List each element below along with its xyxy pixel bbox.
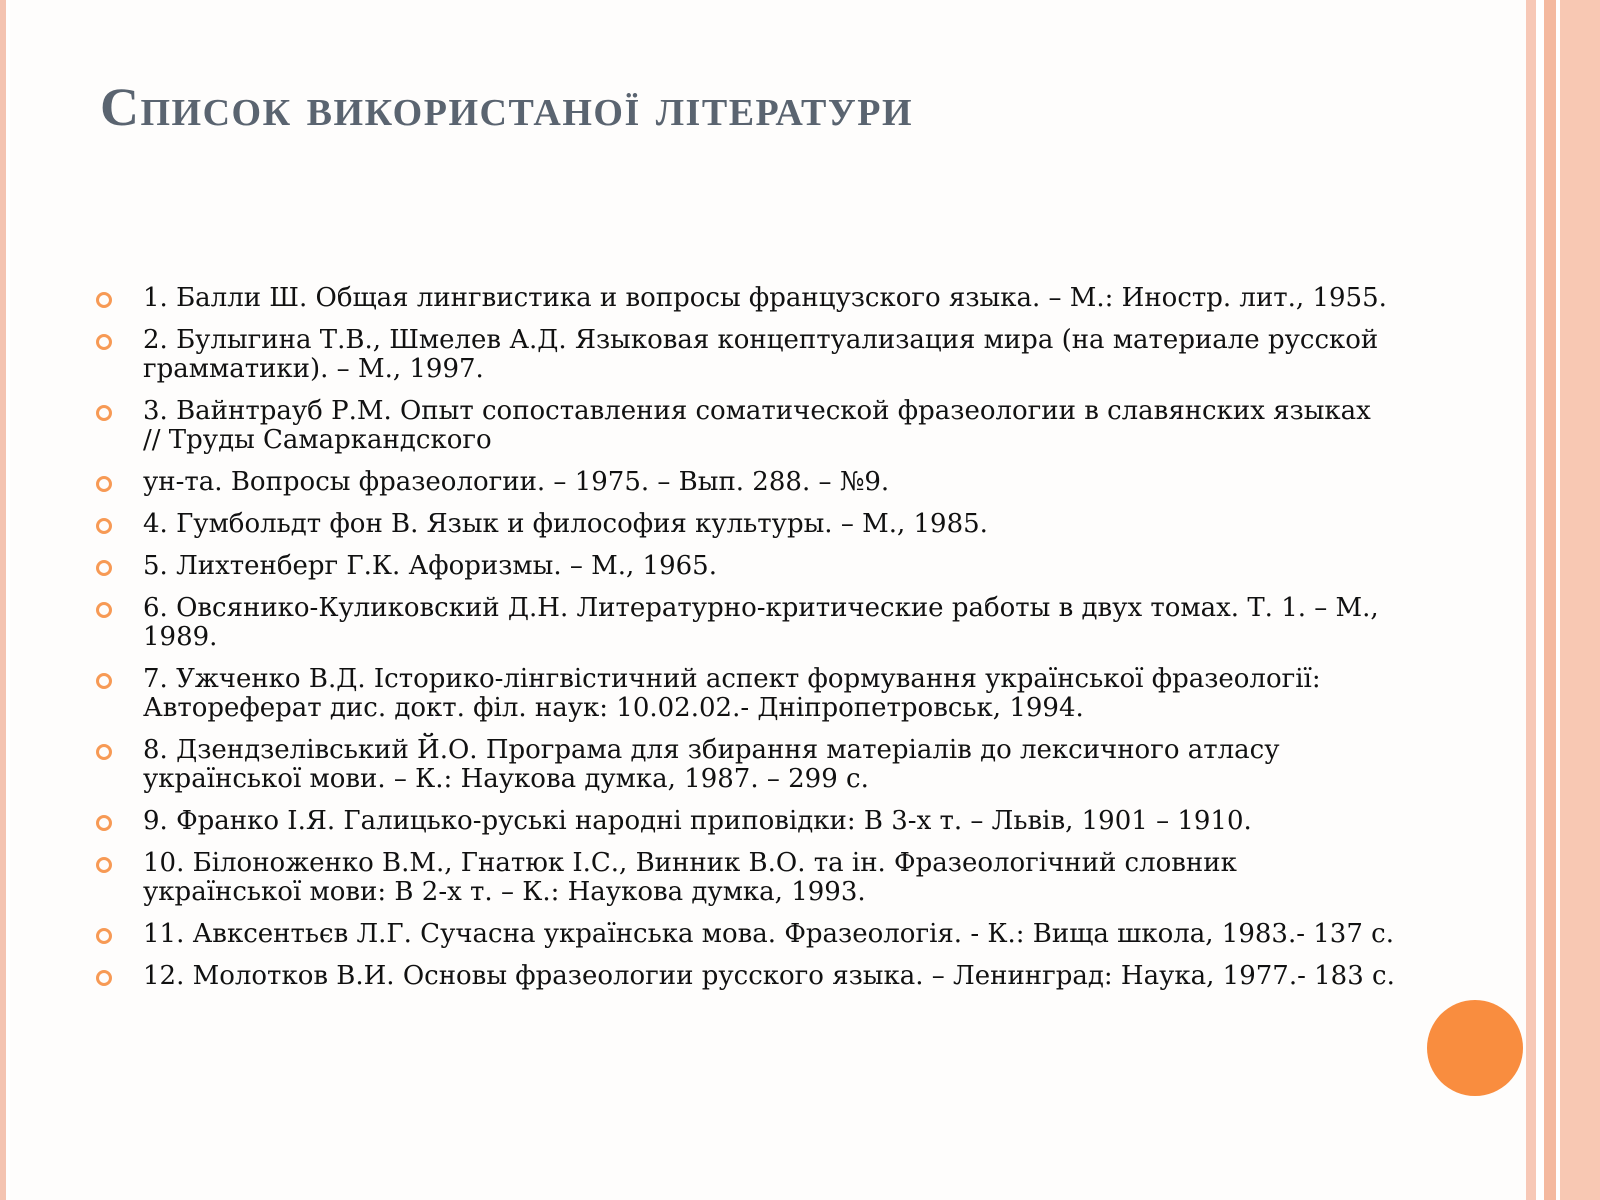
reference-text: 7. Ужченко В.Д. Історико-лінгвістичний аспект формування української фразеології: Автореферат дис. докт. філ. наук: 10.02.02.- Дніпропетровськ, 1994. [143, 664, 1321, 723]
reference-text: 2. Булыгина Т.В., Шмелев А.Д. Языковая концептуализация мира (на материале русской грамматики). – М., 1997. [143, 325, 1379, 384]
orange-circle-icon [1427, 1000, 1523, 1096]
bullet-icon [96, 970, 112, 986]
reference-text: 8. Дзендзелівський Й.О. Програма для збирання матеріалів до лексичного атласу української мови. – К.: Наукова думка, 1987. – 299 с. [143, 735, 1280, 794]
slide-title: Список використаної літератури [100, 77, 913, 137]
reference-item [96, 510, 1396, 539]
reference-item [96, 962, 1396, 991]
right-stripe [1560, 0, 1600, 1200]
reference-item [96, 468, 1396, 497]
bullet-icon [96, 815, 112, 831]
bullet-icon [96, 518, 112, 534]
left-border [0, 0, 10, 1200]
reference-text: 1. Балли Ш. Общая лингвистика и вопросы французского языка. – М.: Иностр. лит., 1955. [143, 283, 1387, 313]
reference-text: 10. Білоноженко В.М., Гнатюк І.С., Винник В.О. та ін. Фразеологічний словник української мови: В 2-х т. – К.: Наукова думка, 1993. [143, 848, 1237, 907]
reference-item [96, 849, 1396, 907]
reference-text: 12. Молотков В.И. Основы фразеологии русского языка. – Ленинград: Наука, 1977.- 183 с. [143, 961, 1395, 991]
bullet-icon [96, 476, 112, 492]
reference-list [96, 284, 1396, 1004]
bullet-icon [96, 602, 112, 618]
reference-text: 4. Гумбольдт фон В. Язык и философия культуры. – М., 1985. [143, 509, 988, 539]
reference-item [96, 552, 1396, 581]
bullet-icon [96, 292, 112, 308]
reference-item [96, 920, 1396, 949]
reference-item [96, 736, 1396, 794]
reference-text: 11. Авксентьєв Л.Г. Сучасна українська мова. Фразеологія. - К.: Вища школа, 1983.- 137 с. [143, 919, 1394, 949]
bullet-icon [96, 560, 112, 576]
reference-item [96, 397, 1396, 455]
reference-text: 6. Овсянико-Куликовский Д.Н. Литературно-критические работы в двух томах. Т. 1. – М., 1989. [143, 593, 1379, 652]
bullet-icon [96, 673, 112, 689]
reference-item [96, 594, 1396, 652]
bullet-icon [96, 405, 112, 421]
bullet-icon [96, 857, 112, 873]
right-stripe [1544, 0, 1556, 1200]
bullet-icon [96, 744, 112, 760]
reference-text: 5. Лихтенберг Г.К. Афоризмы. – М., 1965. [143, 551, 717, 581]
bullet-icon [96, 928, 112, 944]
reference-item [96, 326, 1396, 384]
reference-text: ун-та. Вопросы фразеологии. – 1975. – Вып. 288. – №9. [143, 467, 890, 497]
reference-text: 9. Франко І.Я. Галицько-руські народні приповідки: В 3-х т. – Львів, 1901 – 1910. [143, 806, 1252, 836]
reference-item [96, 665, 1396, 723]
reference-text: 3. Вайнтрауб Р.М. Опыт сопоставления соматической фразеологии в славянских языках // Труды Самаркандского [143, 396, 1371, 455]
reference-item [96, 284, 1396, 313]
reference-item [96, 807, 1396, 836]
right-stripe [1526, 0, 1536, 1200]
right-stripe [1536, 0, 1544, 1200]
bullet-icon [96, 334, 112, 350]
